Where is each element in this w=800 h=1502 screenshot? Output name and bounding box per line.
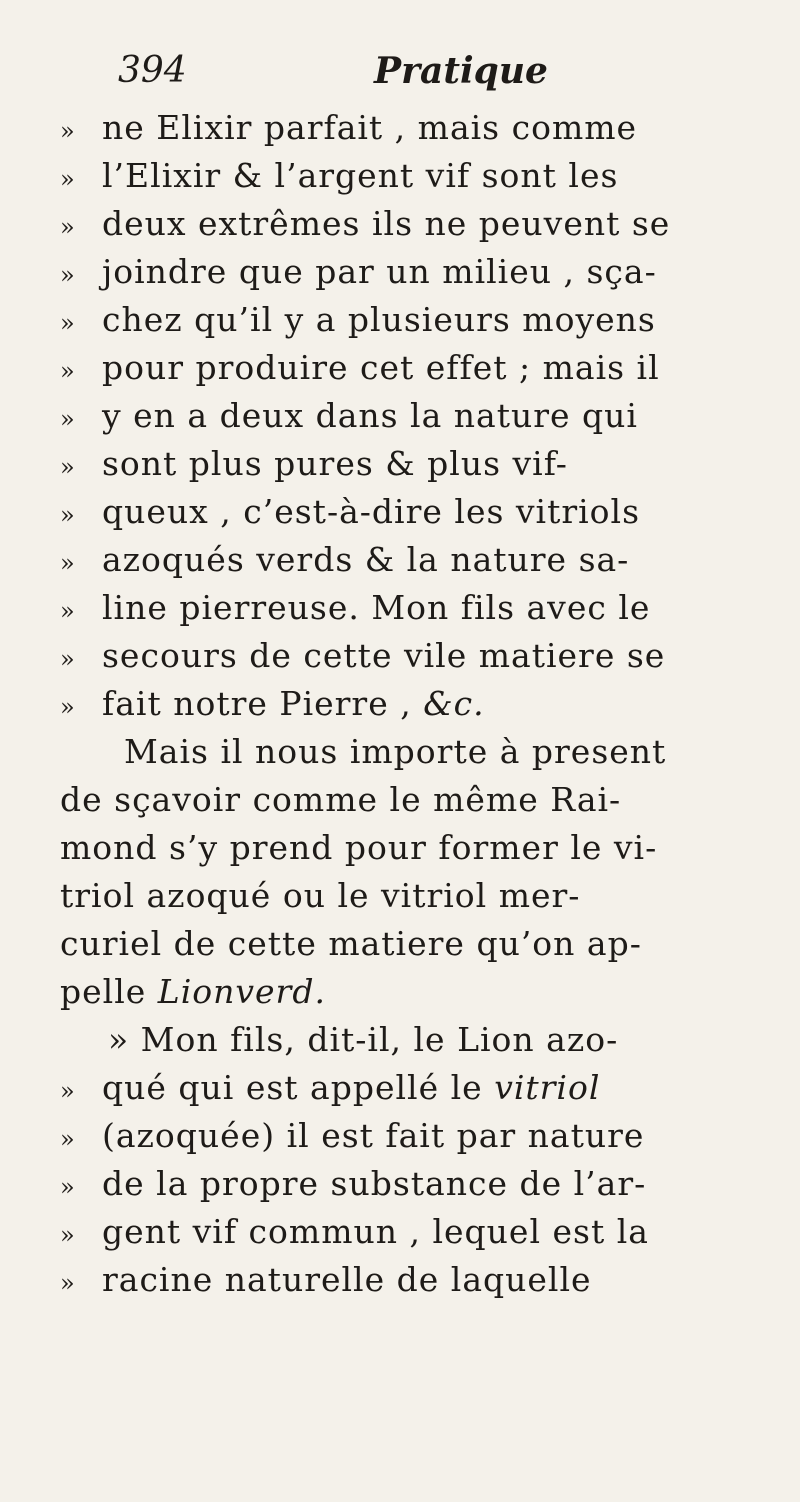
text-line [60,584,778,632]
quote-mark: » [60,309,76,337]
line-text: chez qu’il y a plusieurs moyens [102,300,656,339]
text-line [60,440,778,488]
text-line [60,1160,778,1208]
quote-mark: » [60,1221,76,1249]
line-text: ne Elixir parfait , mais comme [102,108,638,147]
text-line [60,296,778,344]
line-text: y en a deux dans la nature qui [102,396,638,435]
text-line [60,1064,778,1112]
text-line [60,344,778,392]
paragraph-commentary [60,728,778,1016]
text-line [60,1016,778,1064]
text-line [60,632,778,680]
line-text: azoqués verds & la nature sa- [102,540,630,579]
line-text: qué qui est appellé le [102,1068,483,1107]
line-text: secours de cette vile matiere se [102,636,666,675]
line-text: » Mon fils, dit-il, le Lion azo- [108,1020,619,1059]
text-line [60,1208,778,1256]
line-text: queux , c’est-à-dire les vitriols [102,492,641,531]
page-number: 394 [118,50,187,91]
line-text: de la propre substance de l’ar- [102,1164,647,1203]
quote-mark: » [60,549,76,577]
quote-mark: » [60,1077,76,1105]
text-line [60,248,778,296]
line-text: sont plus pures & plus vif- [102,444,568,483]
quote-mark: » [60,1125,76,1153]
text-line [60,392,778,440]
text-line: de sçavoir comme le même Rai- [60,780,622,819]
line-text: pour produire cet effet ; mais il [102,348,660,387]
text-line [60,680,778,728]
text-line: Mais il nous importe à present [124,732,667,771]
text-line [60,1256,778,1304]
text-line [60,488,778,536]
text-line: curiel de cette matiere qu’on ap- [60,924,642,963]
text-line [60,152,778,200]
italic-text: &c. [423,684,485,723]
text-line [60,1112,778,1160]
quote-mark: » [60,453,76,481]
italic-text: Lionverd. [157,972,326,1011]
line-text: gent vif commun , lequel est la [102,1212,649,1251]
text-line [60,200,778,248]
quote-mark: » [60,165,76,193]
line-text: l’Elixir & l’argent vif sont les [102,156,619,195]
quote-mark: » [60,357,76,385]
text-line [60,536,778,584]
italic-text: vitriol [494,1068,601,1107]
paragraph-quotation-2 [60,1016,778,1304]
page-header [118,50,738,110]
quote-mark: » [60,261,76,289]
quote-mark: » [60,405,76,433]
line-text: joindre que par un milieu , sça- [102,252,657,291]
quote-mark: » [60,501,76,529]
quote-mark: » [60,1173,76,1201]
body-text [60,104,778,1304]
line-text: racine naturelle de laquelle [102,1260,592,1299]
line-text: line pierreuse. Mon fils avec le [102,588,651,627]
line-text: deux extrêmes ils ne peuvent se [102,204,671,243]
text-line [60,968,778,1016]
quote-mark: » [60,645,76,673]
quote-mark: » [60,213,76,241]
paragraph-quotation [60,104,778,728]
line-text: fait notre Pierre , [102,684,412,723]
quote-mark: » [60,597,76,625]
text-line: mond s’y prend pour former le vi- [60,828,658,867]
line-text: pelle [60,972,147,1011]
quote-mark: » [60,693,76,721]
text-line: triol azoqué ou le vitriol mer- [60,876,581,915]
quote-mark: » [60,117,76,145]
running-head: Pratique [374,50,548,92]
quote-mark: » [60,1269,76,1297]
line-text: (azoquée) il est fait par nature [102,1116,645,1155]
text-line [60,104,778,152]
